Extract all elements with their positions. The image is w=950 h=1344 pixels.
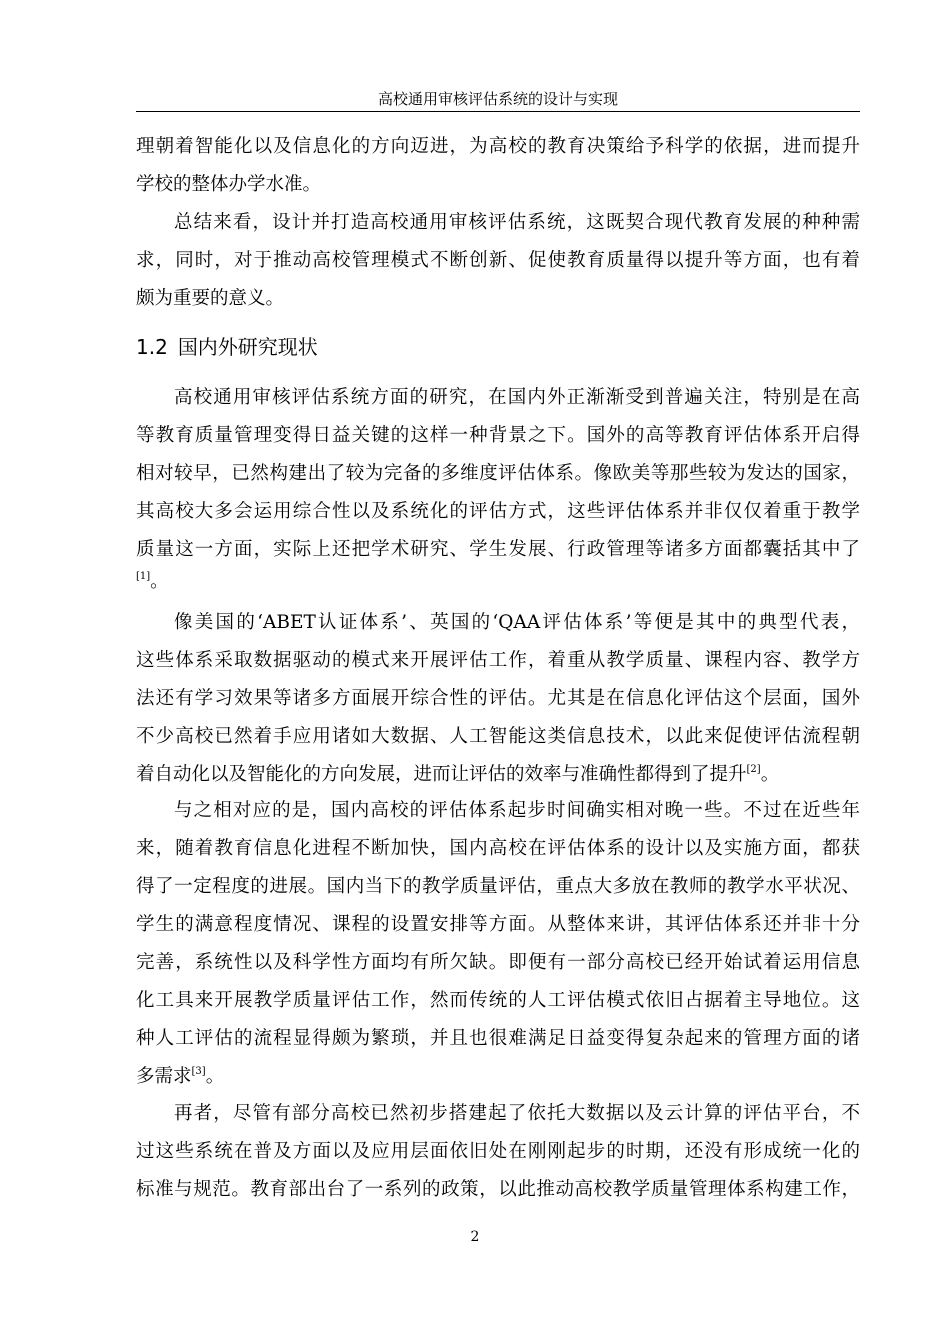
section-heading <box>136 334 318 360</box>
running-header: 高校通用审核评估系统的设计与实现 <box>377 90 618 108</box>
body-line: 其高校大多会运用综合性以及系统化的评估方式，这些评估体系并非仅仅着重于教学 <box>136 501 860 522</box>
body-line: 再者，尽管有部分高校已然初步搭建起了依托大数据以及云计算的评估平台，不 <box>174 1103 860 1124</box>
body-line: 完善，系统性以及科学性方面均有所欠缺。即便有一部分高校已经开始试着运用信息 <box>136 952 860 973</box>
body-line: 理朝着智能化以及信息化的方向迈进，为高校的教育决策给予科学的依据，进而提升 <box>136 136 860 157</box>
citation-ref: [1] <box>136 571 151 582</box>
body-line: 颇为重要的意义。 <box>136 288 285 309</box>
body-line: 与之相对应的是，国内高校的评估体系起步时间确实相对晚一些。不过在近些年 <box>174 800 860 821</box>
body-line: 标准与规范。教育部出台了一系列的政策，以此推动高校教学质量管理体系构建工作， <box>136 1179 860 1200</box>
body-line: 质量这一方面，实际上还把学术研究、学生发展、行政管理等诸多方面都囊括其中了 <box>136 539 860 560</box>
body-line: 求，同时，对于推动高校管理模式不断创新、促使教育质量得以提升等方面，也有着 <box>136 250 860 271</box>
body-line: 高校通用审核评估系统方面的研究，在国内外正渐渐受到普遍关注，特别是在高 <box>174 387 860 408</box>
body-text: 着自动化以及智能化的方向发展，进而让评估的效率与准确性都得到了提升 <box>136 764 747 785</box>
body-line: 不少高校已然着手应用诸如大数据、人工智能这类信息技术，以此来促使评估流程朝 <box>136 726 860 747</box>
body-line: 过这些系统在普及方面以及应用层面依旧处在刚刚起步的时期，还没有形成统一化的 <box>136 1141 860 1162</box>
body-line: 这些体系采取数据驱动的模式来开展评估工作，着重从教学质量、课程内容、教学方 <box>136 650 860 671</box>
citation-ref: [2] <box>746 764 761 775</box>
body-line-citation <box>136 1064 860 1090</box>
body-line: 得了一定程度的进展。国内当下的教学质量评估，重点大多放在教师的教学水平状况、 <box>136 876 860 897</box>
body-line-citation <box>136 569 860 595</box>
body-text: 。 <box>205 1066 225 1087</box>
body-line: 学生的满意程度情况、课程的设置安排等方面。从整体来讲，其评估体系还并非十分 <box>136 914 860 935</box>
citation-ref: [3] <box>191 1066 206 1077</box>
body-line: 总结来看，设计并打造高校通用审核评估系统，这既契合现代教育发展的种种需 <box>174 212 860 233</box>
body-line: 相对较早，已然构建出了较为完备的多维度评估体系。像欧美等那些较为发达的国家， <box>136 463 860 484</box>
body-line: 学校的整体办学水准。 <box>136 174 322 195</box>
body-line: 像美国的‘ABET认证体系’、英国的‘QAA评估体系’等便是其中的典型代表， <box>174 612 860 633</box>
body-line: 等教育质量管理变得日益关键的这样一种背景之下。国外的高等教育评估体系开启得 <box>136 425 860 446</box>
body-line: 法还有学习效果等诸多方面展开综合性的评估。尤其是在信息化评估这个层面，国外 <box>136 688 860 709</box>
body-text: 多需求 <box>136 1066 192 1087</box>
header-rule <box>136 111 860 112</box>
body-text: 。 <box>760 764 780 785</box>
body-line-citation <box>136 762 860 788</box>
body-text: 。 <box>150 571 169 592</box>
body-line: 化工具来开展教学质量评估工作，然而传统的人工评估模式依旧占据着主导地位。这 <box>136 990 860 1011</box>
body-line: 来，随着教育信息化进程不断加快，国内高校在评估体系的设计以及实施方面，都获 <box>136 838 860 859</box>
section-number: 1.2 <box>136 335 168 359</box>
section-title: 国内外研究现状 <box>177 335 318 359</box>
body-line: 种人工评估的流程显得颇为繁琐，并且也很难满足日益变得复杂起来的管理方面的诸 <box>136 1028 860 1049</box>
page-number: 2 <box>470 1229 480 1245</box>
